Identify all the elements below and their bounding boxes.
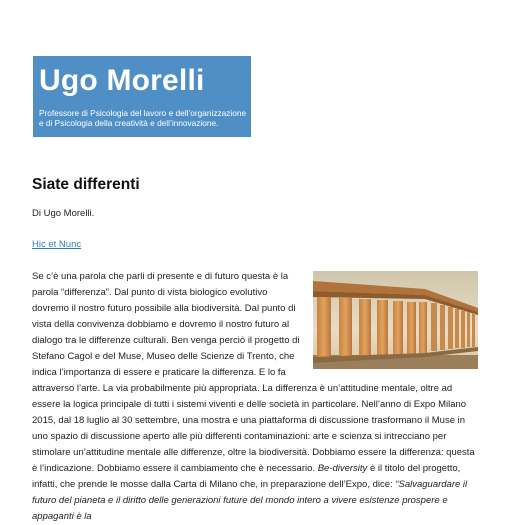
- site-tagline-line-1: Professore di Psicologia del lavoro e dell’organizzazione: [39, 108, 247, 118]
- site-title: Ugo Morelli: [39, 64, 205, 97]
- temple-image: [313, 271, 478, 369]
- article-paragraph-text-2: è il titolo del progetto, infatti, che prende le mosse dalla Carta di Milano che, in preparazione dell’Expo, dice:: [32, 463, 461, 490]
- category-link[interactable]: Hic et Nunc: [32, 239, 82, 250]
- project-name-italic: Be-diversity: [317, 463, 368, 474]
- quote-italic: “Salvaguardare il futuro del pianeta e il diritto delle generazioni future del mondo intero a vivere esistenze prospere e appaganti è la: [32, 479, 468, 522]
- article-byline: Di Ugo Morelli.: [32, 208, 95, 219]
- article-title: Siate differenti: [32, 176, 140, 193]
- article-paragraph-text: Se c’è una parola che parli di presente e di futuro questa è la parola “differenza”. Dal punto di vista biologico evolutivo dovremo il nostro futuro possibile alla biodiversità. Dal punto di vista della convivenza dobbiamo e dovremo il nostro futuro al dialogo tra le differenze culturali. Ben venga perciò il progetto di Stefano Cagol e del Muse, Museo delle Scienze di Trento, che indica l’importanza di essere e praticare la differenza. E lo fa attraverso l’arte. La via probabilmente più appropriata. La differenza è un’attitudine mentale, oltre ad essere la logica principale di tutti i sistemi viventi e delle società in particolare. Nell’anno di Expo Milano 2015, dal 18 luglio al 30 settembre, una mostra e una piattaforma di discussione trasformano il Muse in uno spazio di discussione aperto alle più differenti contaminazioni: arte e scienza si intrecciano per stimolare un’attitudine mentale alle differenze, oltre la biodiversità. Dobbiamo essere la differenza: questa è l’indicazione. Dobbiamo essere il cambiamento che è necessario.: [32, 271, 475, 474]
- site-header-banner[interactable]: [33, 56, 251, 137]
- article-body: [32, 269, 478, 525]
- greek-temple-photo-icon: [313, 271, 478, 369]
- site-tagline-line-2: e di Psicologia della creatività e dell’innovazione.: [39, 118, 219, 128]
